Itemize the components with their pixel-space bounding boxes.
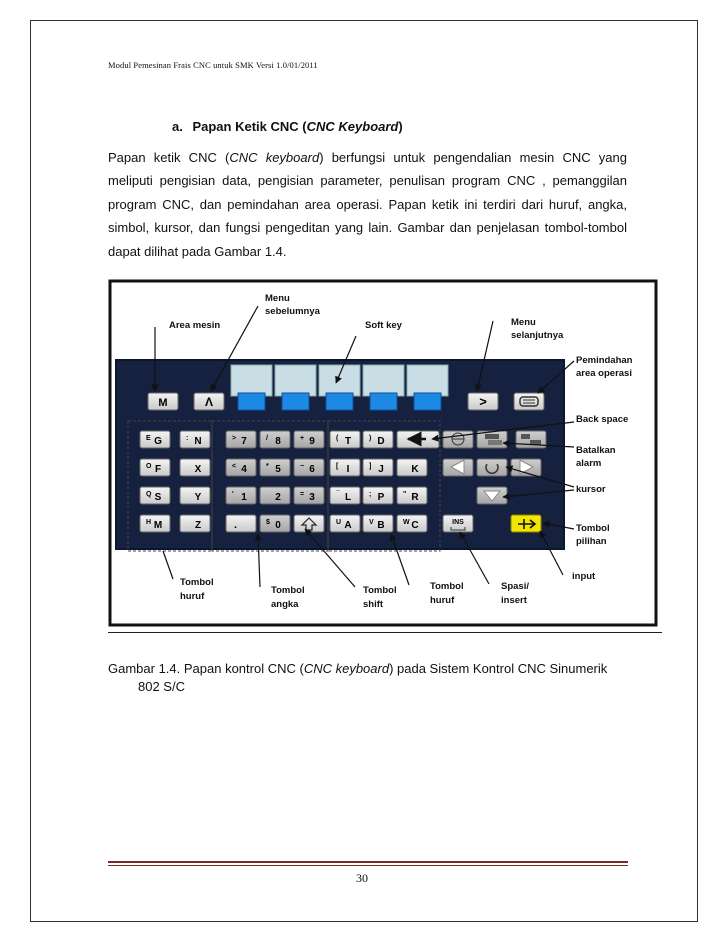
caption-suffix: ) pada Sistem Kontrol CNC Sinumerik [389, 661, 608, 676]
key-dot [226, 515, 256, 532]
key-secondary-label: H [146, 519, 152, 526]
key-primary-label: 4 [241, 464, 247, 475]
label-kursor: kursor [576, 484, 606, 495]
label-back-space: Back space [576, 414, 629, 425]
key-secondary-label: > [232, 435, 237, 442]
key-primary-label: 1 [241, 492, 247, 503]
key-secondary-label: ] [369, 463, 372, 470]
key-secondary-label: V [369, 519, 374, 526]
key-secondary-label: = [300, 491, 305, 498]
key-primary-label: K [411, 464, 419, 475]
keyboard-key [140, 487, 170, 504]
figure-caption [108, 660, 668, 696]
key-primary-label: N [194, 436, 202, 447]
keyboard-key [363, 431, 393, 448]
caption-italic: CNC keyboard [303, 661, 390, 676]
key-primary-label: 6 [309, 464, 315, 475]
paragraph-start: Papan ketik CNC ( [108, 150, 230, 165]
key-next-label: > [479, 394, 487, 409]
keyboard-key [330, 459, 360, 476]
label-tombol-angka-a: Tombol [271, 585, 305, 596]
key-primary-label: 2 [275, 492, 281, 503]
label-pemindahan-1: Pemindahan [576, 355, 633, 366]
key-primary-label: L [344, 492, 352, 503]
label-tombol-shift-a: Tombol [363, 585, 397, 596]
key-secondary-label: $ [266, 519, 270, 526]
key-secondary-label: / [266, 435, 268, 442]
label-tombol-shift-b: shift [363, 599, 384, 610]
footer-rule-thick [108, 861, 628, 863]
key-secondary-label: W [403, 519, 410, 526]
key-primary-label: T [344, 436, 352, 447]
keyboard-key [294, 487, 324, 504]
keyboard-key [140, 431, 170, 448]
key-primary-label: R [411, 492, 419, 503]
keyboard-key [260, 487, 290, 504]
label-input: input [572, 571, 596, 582]
key-primary-label: 3 [309, 492, 315, 503]
label-tombol-pilihan-2: pilihan [576, 536, 607, 547]
label-menu-sebelumnya-1: Menu [265, 293, 290, 304]
label-tombol-angka-b: angka [271, 599, 299, 610]
caption-prefix: Gambar 1.4. Papan kontrol CNC ( [108, 661, 304, 676]
key-primary-label: A [344, 520, 352, 531]
label-soft-key: Soft key [365, 320, 402, 331]
keyboard-key [294, 431, 324, 448]
key-primary-label: F [154, 464, 162, 475]
label-tombol-huruf-2a: Tombol [430, 581, 464, 592]
keyboard-key [330, 431, 360, 448]
key-area-switch [514, 393, 544, 410]
keyboard-key [294, 459, 324, 476]
key-primary-label: Y [194, 492, 202, 503]
key-primary-label: S [154, 492, 162, 503]
key-secondary-label: ( [336, 435, 339, 442]
keyboard-key [363, 515, 393, 532]
key-primary-label: Z [194, 520, 202, 531]
running-header: Modul Pemesinan Frais CNC untuk SMK Versi 1.0/01/2011 [108, 60, 318, 70]
keyboard-key [397, 487, 427, 504]
key-primary-label: D [377, 436, 385, 447]
key-secondary-label: − [300, 463, 305, 470]
key-shift [294, 515, 324, 532]
paragraph-italic: CNC keyboard [229, 150, 320, 165]
key-primary-label: 5 [275, 464, 281, 475]
soft-key-screens [231, 365, 448, 396]
figure-rule [108, 632, 662, 633]
section-title: a. Papan Ketik CNC (CNC Keyboard) [172, 119, 403, 134]
keyboard-key [140, 459, 170, 476]
keyboard-key [330, 515, 360, 532]
keyboard-key [397, 459, 427, 476]
keyboard-key [260, 431, 290, 448]
key-primary-label: B [377, 520, 385, 531]
label-menu-selanjutnya-1: Menu [511, 317, 536, 328]
key-secondary-label: < [232, 463, 237, 470]
key-secondary-label: ' [232, 491, 234, 498]
key-secondary-label: O [146, 463, 152, 470]
label-batalkan-1: Batalkan [576, 445, 616, 456]
key-secondary-label: E [146, 435, 151, 442]
label-spasi-a: Spasi/ [501, 581, 529, 592]
keyboard-key [180, 431, 210, 448]
keyboard-key [226, 431, 256, 448]
keyboard-key [226, 487, 256, 504]
key-secondary-label: [ [336, 463, 339, 470]
key-secondary-label: ) [369, 435, 372, 442]
section-title-italic: CNC Keyboard [306, 119, 399, 134]
keyboard-key [260, 515, 290, 532]
key-secondary-label: + [300, 435, 305, 442]
key-secondary-label: : [186, 435, 189, 442]
key-ins-label: INS [452, 519, 464, 526]
keyboard-key [180, 459, 210, 476]
key-secondary-label: ¯ [336, 491, 340, 498]
label-menu-sebelumnya-2: sebelumnya [265, 306, 320, 317]
key-primary-label: C [411, 520, 419, 531]
label-tombol-huruf-1a: Tombol [180, 577, 214, 588]
label-tombol-huruf-1b: huruf [180, 591, 205, 602]
key-m-label: M [158, 397, 168, 409]
keyboard-key [180, 515, 210, 532]
paragraph-rest: ) berfungsi untuk pengendalian mesin CNC yang meliputi pengisian data, pengisian parameter, penulisan program CNC , pemanggilan program CNC, dan pemindahan area operasi. Papan ketik ini terdiri dari huruf, angka, simbol, kursor, dan fungsi pengeditan yang lain. Gambar dan penjelasan tombol-tombol dapat dilihat pada Gambar 1.4. [108, 150, 627, 259]
keyboard-key [226, 459, 256, 476]
keyboard-key [363, 487, 393, 504]
label-pemindahan-2: area operasi [576, 368, 632, 379]
key-dot-label: . [234, 519, 238, 531]
page-number: 30 [356, 871, 368, 885]
keyboard-figure [108, 279, 660, 633]
label-area-mesin: Area mesin [169, 320, 221, 331]
key-secondary-label: U [336, 519, 342, 526]
key-primary-label: X [194, 464, 202, 475]
section-title-text: Papan Ketik CNC [192, 119, 299, 134]
label-tombol-pilihan-1: Tombol [576, 523, 610, 534]
keyboard-key [330, 487, 360, 504]
key-secondary-label: " [403, 491, 407, 498]
label-batalkan-2: alarm [576, 458, 602, 469]
key-primary-label: J [378, 464, 384, 475]
caption-line2: 802 S/C [138, 679, 185, 694]
label-spasi-b: insert [501, 595, 527, 606]
key-primary-label: 7 [241, 436, 247, 447]
key-primary-label: 9 [309, 436, 315, 447]
keyboard-key [397, 515, 427, 532]
key-secondary-label: Q [146, 491, 152, 498]
key-prev-label: Λ [204, 395, 214, 409]
key-primary-label: M [153, 520, 163, 531]
key-primary-label: G [154, 436, 162, 447]
label-menu-selanjutnya-2: selanjutnya [511, 330, 564, 341]
section-label: a. [172, 119, 183, 134]
body-paragraph [108, 146, 627, 263]
keyboard-key [260, 459, 290, 476]
keyboard-key [180, 487, 210, 504]
label-tombol-huruf-2b: huruf [430, 595, 455, 606]
keyboard-key [140, 515, 170, 532]
keyboard-key [363, 459, 393, 476]
key-primary-label: P [377, 492, 385, 503]
key-primary-label: 0 [275, 520, 281, 531]
keyboard-diagram [108, 279, 660, 633]
key-secondary-label: ; [369, 491, 372, 498]
key-primary-label: 8 [275, 436, 281, 447]
key-primary-label: I [346, 464, 350, 475]
footer-rule-thin [108, 865, 628, 866]
key-secondary-label: * [266, 463, 269, 470]
